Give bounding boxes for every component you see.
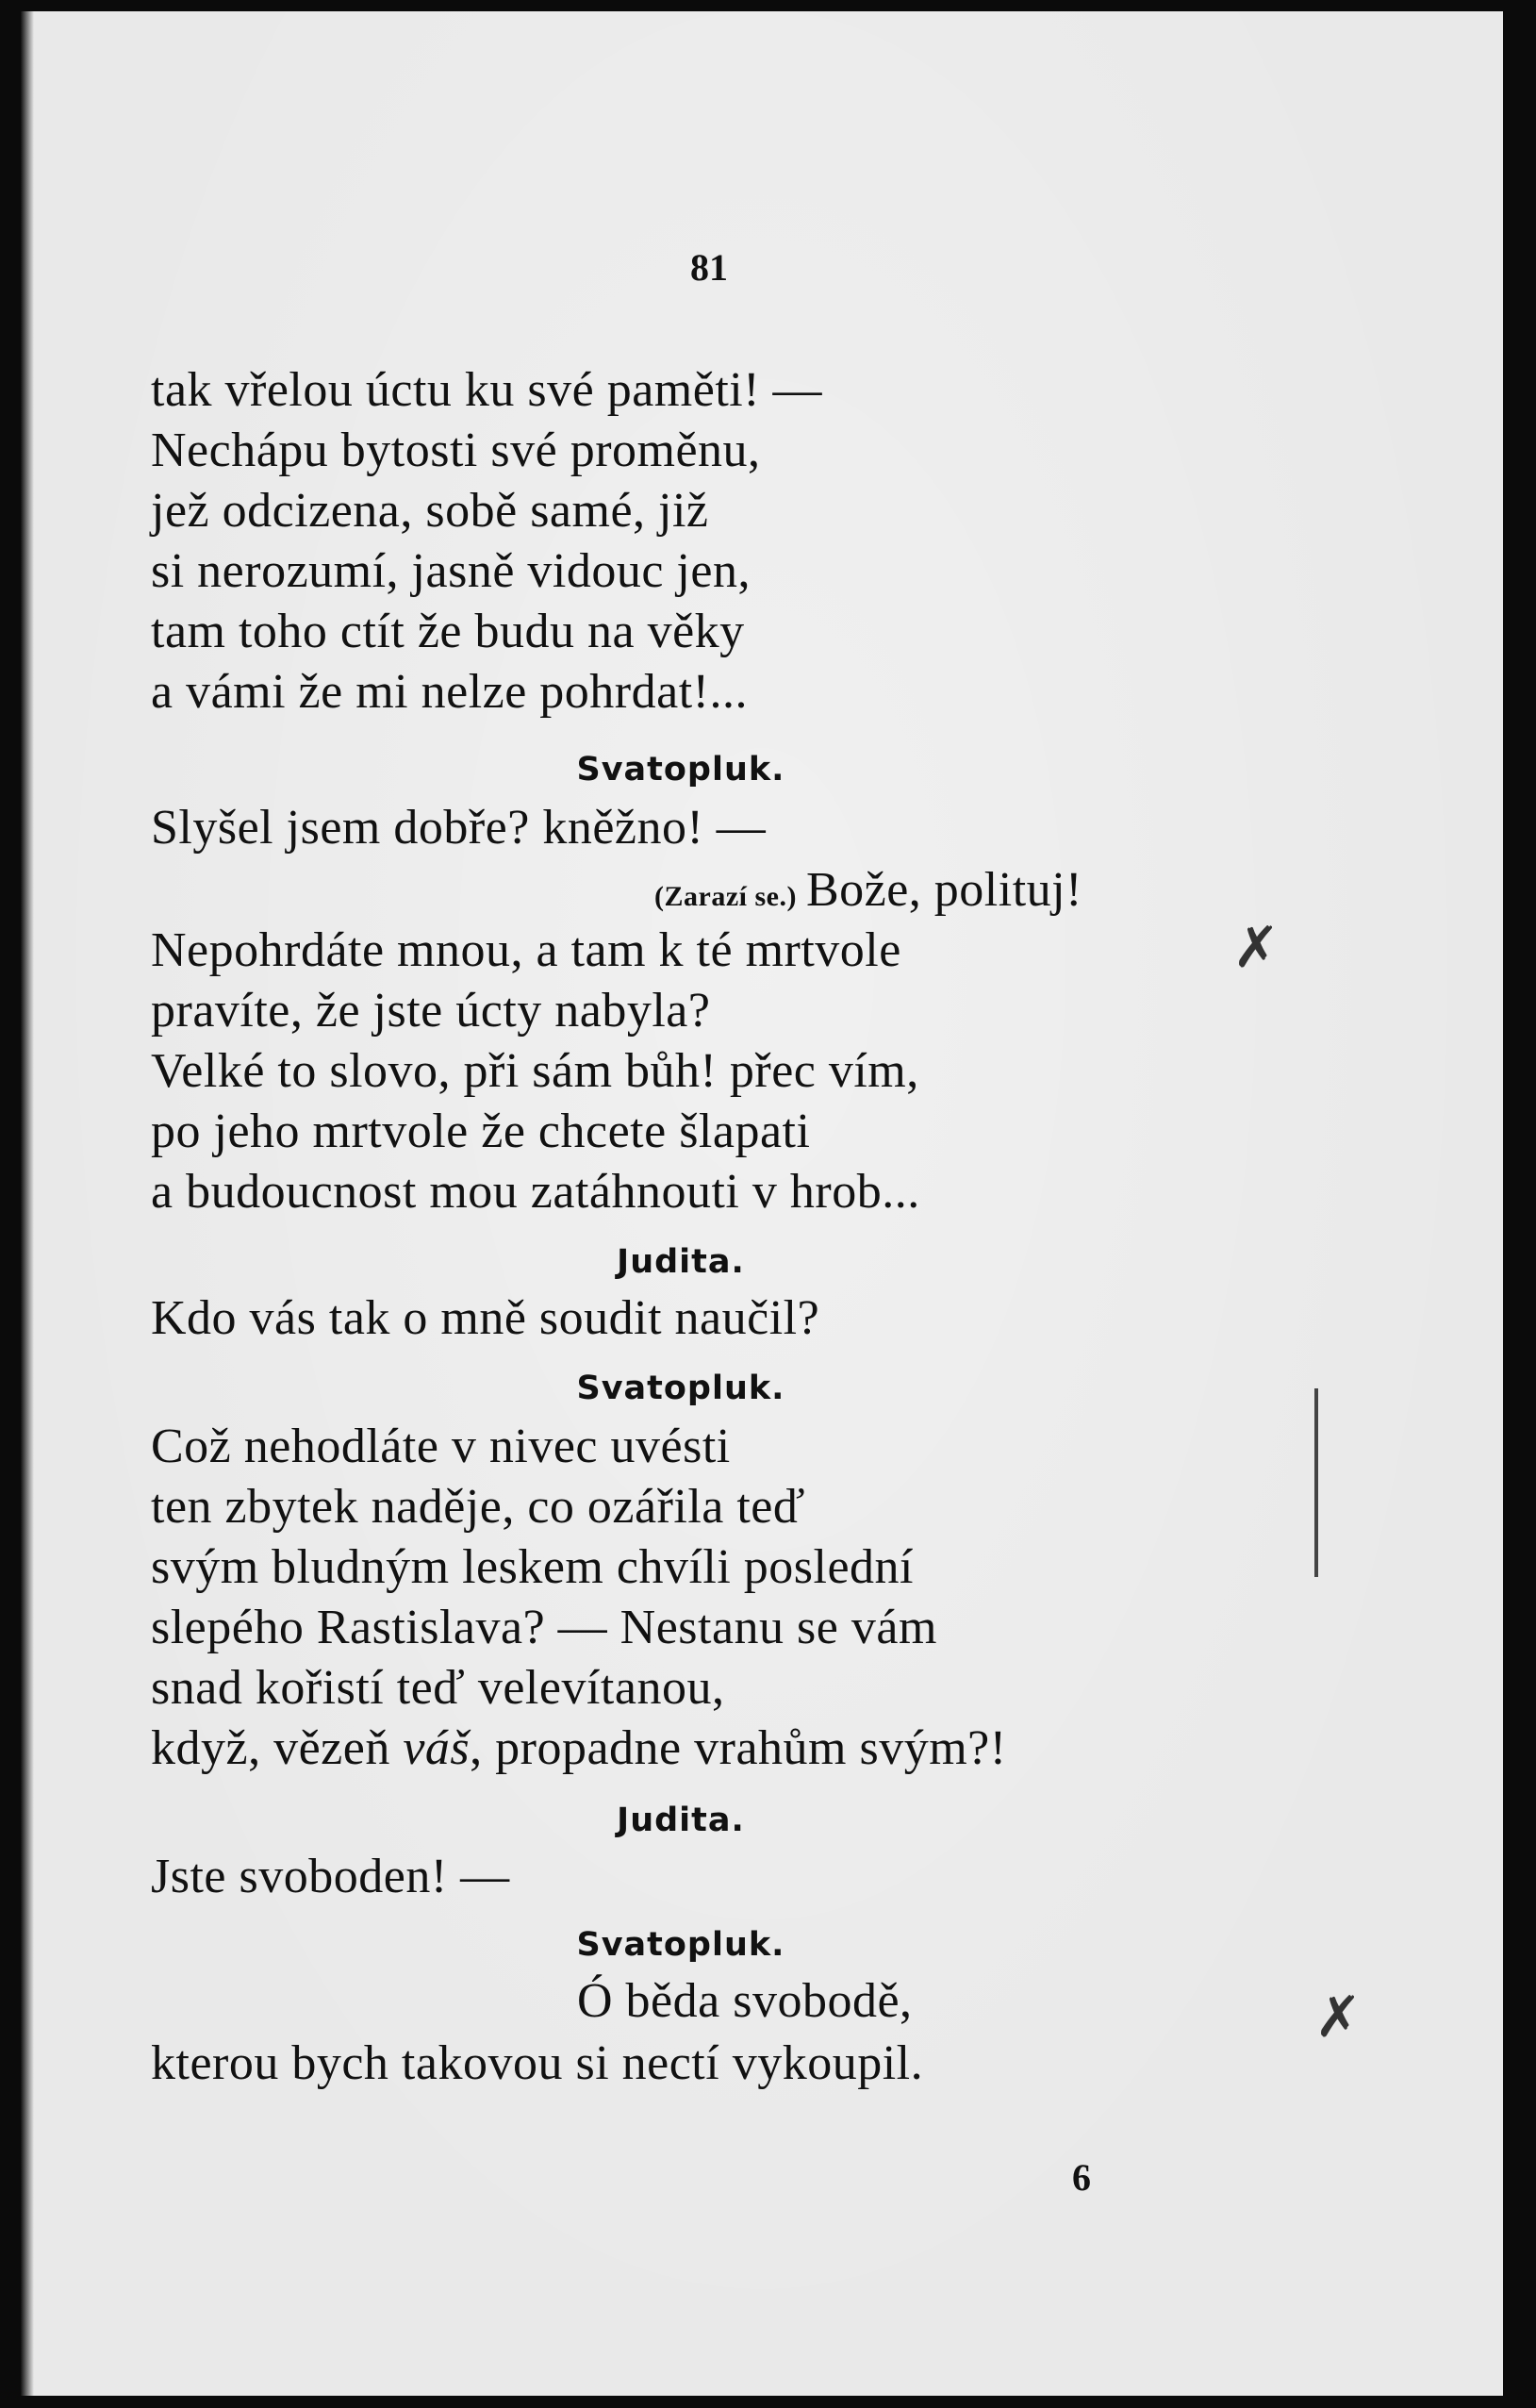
verse-line: Jste svoboden! — [151,1850,510,1903]
page-number: 81 [690,246,728,289]
verse-line: a vámi že mi nelze pohrdat!... [151,665,748,719]
verse-text: když, vězeň [151,1721,404,1775]
speaker-name: Svatopluk. [576,1370,785,1407]
verse-line: pravíte, že jste úcty nabyla? [151,984,711,1038]
verse-line: a budoucnost mou zatáhnouti v hrob... [151,1165,920,1219]
verse-line: kterou bych takovou si nectí vykoupil. [151,2036,924,2090]
verse-line: tak vřelou úctu ku své paměti! — [151,363,823,417]
verse-line: jež odcizena, sobě samé, již [151,484,709,538]
stage-direction: (Zarazí se.) [654,881,797,912]
verse-line: svým bludným leskem chvíli poslední [151,1540,915,1594]
speaker-name: Judita. [617,1243,745,1281]
verse-line: snad kořistí teď velevítanou, [151,1661,725,1715]
pencil-margin-line [1314,1388,1318,1577]
verse-line: Slyšel jsem dobře? kněžno! — [151,801,767,855]
verse-line: tam toho ctít že budu na věky [151,605,745,658]
speaker-name: Judita. [617,1802,745,1839]
speaker-name: Svatopluk. [576,751,785,789]
verse-line: Kdo vás tak o mně soudit naučil? [151,1291,820,1345]
page-shadow [21,11,34,2396]
verse-line: Ó běda svobodě, [577,1974,913,2028]
speaker-name: Svatopluk. [576,1926,785,1964]
verse-line-with-direction [654,862,1082,918]
italic-word: váš [403,1721,471,1775]
verse-line: Nepohrdáte mnou, a tam k té mrtvole [151,923,901,977]
verse-text: , propadne vrahům svým?! [470,1721,1007,1775]
pencil-x-mark-icon: ✗ [1232,915,1280,981]
verse-line: ten zbytek naděje, co ozářila teď [151,1480,805,1534]
verse-line: Což nehodláte v nivec uvésti [151,1420,731,1473]
verse-line: po jeho mrtvole že chcete šlapati [151,1104,811,1158]
book-page [21,11,1503,2396]
verse-line: si nerozumí, jasně vidouc jen, [151,544,751,598]
verse-line: Velké to slovo, při sám bůh! přec vím, [151,1044,919,1098]
verse-line: slepého Rastislava? — Nestanu se vám [151,1601,937,1654]
verse-line [151,1720,1007,1776]
verse-line: Nechápu bytosti své proměnu, [151,423,761,477]
verse-text: Bože, polituj! [805,863,1082,917]
signature-mark: 6 [1072,2156,1091,2199]
pencil-x-mark-icon: ✗ [1314,1985,1363,2051]
